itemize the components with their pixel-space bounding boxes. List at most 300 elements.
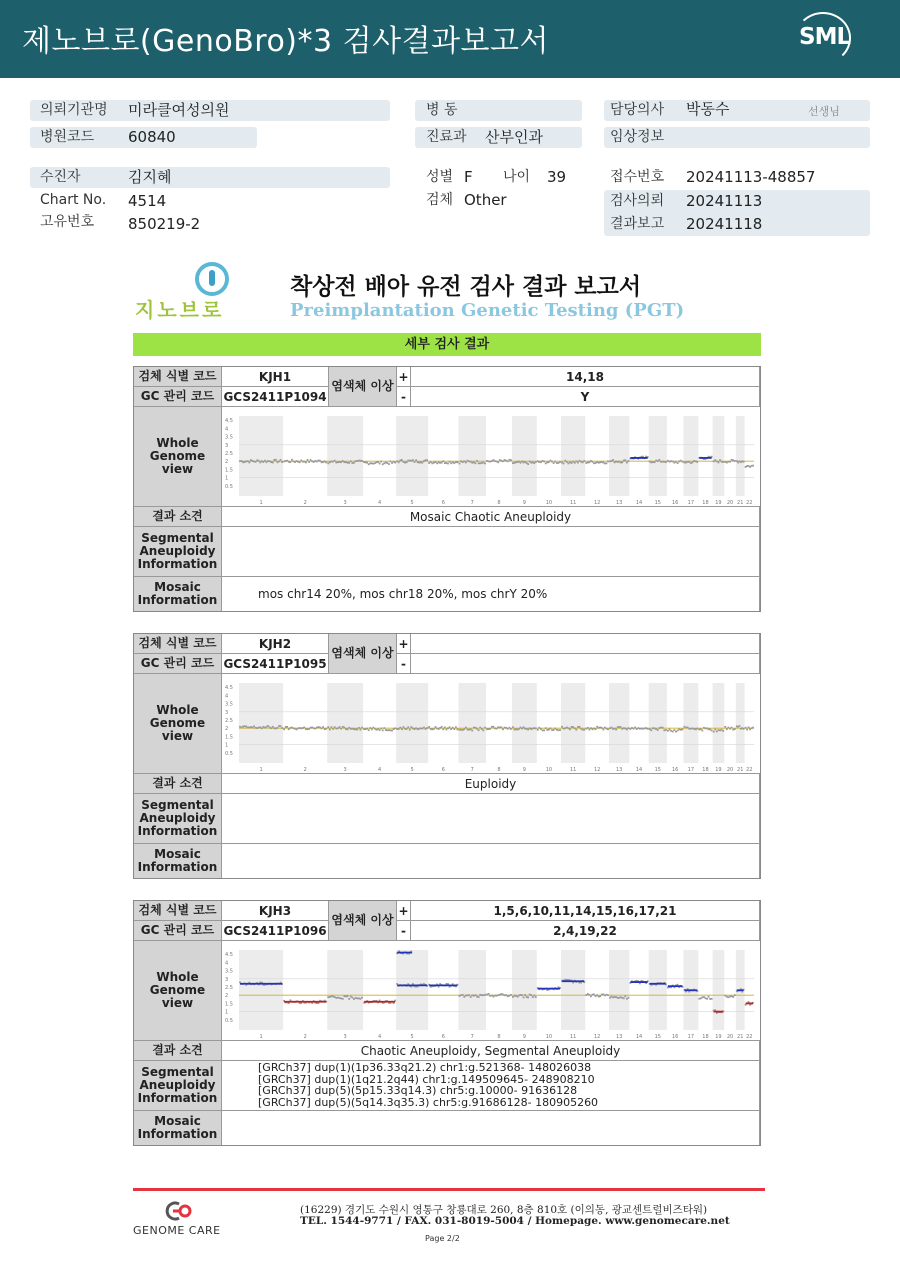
mosaic-label-line: Mosaic bbox=[154, 580, 201, 594]
genome-chart-svg bbox=[222, 941, 760, 1041]
data-point bbox=[583, 460, 585, 462]
data-point bbox=[543, 729, 545, 731]
data-point bbox=[739, 725, 741, 727]
data-point bbox=[247, 727, 249, 729]
y-tick-label: 3 bbox=[225, 709, 229, 716]
data-point bbox=[545, 727, 547, 729]
x-tick-label: 16 bbox=[671, 500, 679, 506]
genome-view-row bbox=[134, 941, 760, 1041]
data-point bbox=[329, 461, 331, 463]
x-tick-label: 21 bbox=[737, 767, 744, 773]
data-point bbox=[709, 998, 711, 1000]
data-point bbox=[675, 731, 677, 733]
data-point bbox=[688, 728, 690, 730]
data-point bbox=[353, 462, 355, 464]
data-point bbox=[436, 462, 438, 464]
chromosome-band bbox=[327, 950, 363, 1030]
data-point bbox=[569, 461, 571, 463]
data-point bbox=[270, 461, 272, 463]
data-point bbox=[617, 461, 619, 463]
x-tick-label: 13 bbox=[615, 1034, 623, 1040]
data-point bbox=[307, 728, 309, 730]
data-point bbox=[308, 461, 310, 463]
data-point bbox=[684, 726, 686, 728]
data-point bbox=[670, 730, 672, 732]
patient-id-value: 850219-2 bbox=[128, 215, 201, 233]
data-point bbox=[623, 997, 625, 999]
data-point bbox=[626, 729, 628, 731]
data-point bbox=[410, 460, 412, 462]
data-point bbox=[743, 461, 745, 463]
data-point bbox=[278, 460, 280, 462]
x-tick-label: 3 bbox=[343, 767, 347, 773]
data-point bbox=[245, 726, 247, 728]
whole-genome-label-line: view bbox=[161, 729, 194, 743]
data-point bbox=[609, 460, 611, 462]
sample-id-value: KJH3 bbox=[222, 901, 329, 920]
data-point bbox=[368, 463, 370, 465]
data-point bbox=[724, 461, 726, 463]
data-point bbox=[339, 726, 341, 728]
data-point bbox=[728, 727, 730, 729]
data-point bbox=[585, 728, 587, 730]
chromosome-band bbox=[512, 416, 537, 496]
genome-plot bbox=[222, 941, 760, 1040]
data-point bbox=[318, 460, 320, 462]
data-point bbox=[460, 460, 462, 462]
data-point bbox=[677, 730, 679, 732]
hospital-code-value: 60840 bbox=[128, 128, 176, 146]
data-point bbox=[457, 729, 459, 731]
data-point bbox=[588, 729, 590, 731]
data-point bbox=[745, 727, 747, 729]
sml-logo-text: SML bbox=[799, 24, 851, 50]
data-point bbox=[273, 459, 275, 461]
data-point bbox=[602, 462, 604, 464]
x-tick-label: 5 bbox=[410, 1034, 414, 1040]
data-point bbox=[649, 728, 651, 730]
data-point bbox=[334, 996, 336, 998]
x-tick-label: 19 bbox=[715, 1034, 722, 1040]
chromosome-band bbox=[239, 416, 283, 496]
x-tick-label: 14 bbox=[635, 767, 643, 773]
chromosome-band bbox=[736, 683, 745, 763]
data-point bbox=[468, 729, 470, 731]
data-point bbox=[248, 727, 250, 729]
data-point bbox=[599, 995, 601, 997]
data-point bbox=[241, 460, 243, 462]
data-point bbox=[481, 462, 483, 464]
data-point bbox=[571, 462, 573, 464]
data-point bbox=[383, 727, 385, 729]
data-point bbox=[655, 728, 657, 730]
y-tick-label: 0.5 bbox=[225, 483, 233, 490]
data-point bbox=[590, 460, 592, 462]
data-point bbox=[680, 460, 682, 462]
data-point bbox=[444, 727, 446, 729]
data-point bbox=[542, 729, 544, 731]
data-point bbox=[527, 997, 529, 999]
data-point bbox=[262, 461, 264, 463]
data-point bbox=[627, 727, 629, 729]
data-point bbox=[621, 728, 623, 730]
y-tick-label: 4 bbox=[225, 960, 229, 967]
x-tick-label: 9 bbox=[522, 500, 526, 506]
data-point bbox=[489, 728, 491, 730]
data-point bbox=[253, 725, 255, 727]
data-point bbox=[726, 728, 728, 730]
data-point bbox=[396, 460, 398, 462]
x-tick-label: 20 bbox=[726, 767, 734, 773]
report-title: 제노브로(GenoBro)*3 검사결과보고서 bbox=[22, 24, 549, 59]
chromosome-band bbox=[561, 950, 585, 1030]
data-point bbox=[585, 994, 587, 996]
x-tick-label: 12 bbox=[593, 1034, 601, 1040]
data-point bbox=[250, 726, 252, 728]
data-point bbox=[340, 461, 342, 463]
data-point bbox=[332, 996, 334, 998]
data-point bbox=[718, 729, 720, 731]
x-tick-label: 22 bbox=[746, 767, 753, 773]
data-point bbox=[272, 462, 274, 464]
data-point bbox=[396, 728, 398, 730]
data-point bbox=[734, 460, 736, 462]
data-point bbox=[596, 994, 598, 996]
data-point bbox=[602, 729, 604, 731]
data-point bbox=[297, 461, 299, 463]
data-point bbox=[729, 728, 731, 730]
y-tick-label: 1 bbox=[225, 742, 229, 749]
data-point bbox=[327, 462, 329, 464]
data-point bbox=[478, 996, 480, 998]
data-point bbox=[471, 462, 473, 464]
data-point bbox=[701, 730, 703, 732]
x-tick-label: 18 bbox=[702, 1034, 709, 1040]
data-point bbox=[607, 994, 609, 996]
data-point bbox=[241, 727, 243, 729]
x-tick-label: 7 bbox=[470, 767, 474, 773]
data-point bbox=[558, 462, 560, 464]
data-point bbox=[561, 726, 563, 728]
data-point bbox=[499, 459, 501, 461]
data-point bbox=[377, 728, 379, 730]
data-point bbox=[571, 726, 573, 728]
data-point bbox=[244, 461, 246, 463]
x-tick-label: 2 bbox=[303, 767, 307, 773]
data-point bbox=[592, 728, 594, 730]
data-point bbox=[360, 729, 362, 731]
whole-genome-label bbox=[134, 941, 222, 1040]
data-point bbox=[385, 729, 387, 731]
x-tick-label: 9 bbox=[522, 1034, 526, 1040]
data-point bbox=[636, 728, 638, 730]
data-point bbox=[360, 998, 362, 1000]
data-point bbox=[579, 460, 581, 462]
data-point bbox=[348, 998, 350, 1000]
gc-code-label: GC 관리 코드 bbox=[134, 654, 222, 673]
data-point bbox=[426, 727, 428, 729]
data-point bbox=[493, 726, 495, 728]
data-point bbox=[361, 997, 363, 999]
data-point bbox=[446, 462, 448, 464]
data-point bbox=[706, 727, 708, 729]
data-point bbox=[327, 726, 329, 728]
data-point bbox=[693, 728, 695, 730]
data-point bbox=[277, 461, 279, 463]
segmental-value bbox=[222, 1061, 760, 1110]
data-point bbox=[285, 726, 287, 728]
whole-genome-label-line: Genome bbox=[149, 716, 206, 730]
data-point bbox=[489, 461, 491, 463]
data-point bbox=[460, 994, 462, 996]
chromosome-band bbox=[396, 950, 428, 1030]
patient-name-pill bbox=[30, 167, 390, 188]
data-point bbox=[259, 462, 261, 464]
data-point bbox=[719, 459, 721, 461]
data-point bbox=[311, 726, 313, 728]
data-point bbox=[372, 727, 374, 729]
data-point bbox=[688, 461, 690, 463]
data-point bbox=[463, 728, 465, 730]
data-point bbox=[324, 460, 326, 462]
data-point bbox=[294, 728, 296, 730]
footer-contact: TEL. 1544-9771 / FAX. 031-8019-5004 / Homepage. www.genomecare.net bbox=[300, 1215, 730, 1227]
data-point bbox=[491, 460, 493, 462]
data-point bbox=[476, 728, 478, 730]
genome-plot bbox=[222, 674, 760, 773]
data-point bbox=[486, 460, 488, 462]
data-point bbox=[708, 996, 710, 998]
data-point bbox=[682, 461, 684, 463]
whole-genome-label-line: Whole bbox=[156, 436, 199, 450]
x-tick-label: 10 bbox=[545, 1034, 553, 1040]
chromosome-band bbox=[609, 683, 629, 763]
data-point bbox=[303, 727, 305, 729]
dept-value: 산부인과 bbox=[485, 128, 543, 146]
chromosome-band bbox=[683, 683, 698, 763]
segmental-label-line: Segmental bbox=[141, 1065, 214, 1079]
data-point bbox=[567, 727, 569, 729]
data-point bbox=[709, 728, 711, 730]
data-point bbox=[272, 726, 274, 728]
data-point bbox=[553, 462, 555, 464]
data-point bbox=[642, 728, 644, 730]
data-point bbox=[258, 727, 260, 729]
data-point bbox=[311, 460, 313, 462]
data-point bbox=[543, 460, 545, 462]
data-point bbox=[463, 460, 465, 462]
data-point bbox=[414, 461, 416, 463]
data-point bbox=[382, 729, 384, 731]
data-point bbox=[331, 726, 333, 728]
data-point bbox=[248, 462, 250, 464]
mosaic-value bbox=[222, 844, 760, 878]
data-point bbox=[371, 728, 373, 730]
result-table-2 bbox=[133, 633, 761, 879]
data-point bbox=[507, 995, 509, 997]
y-tick-label: 4 bbox=[225, 426, 229, 433]
x-tick-label: 13 bbox=[615, 500, 623, 506]
data-point bbox=[746, 729, 748, 731]
data-point bbox=[459, 729, 461, 731]
data-point bbox=[388, 729, 390, 731]
data-point bbox=[554, 461, 556, 463]
data-point bbox=[358, 997, 360, 999]
x-tick-label: 10 bbox=[545, 500, 553, 506]
data-point bbox=[585, 462, 587, 464]
data-point bbox=[467, 729, 469, 731]
x-tick-label: 8 bbox=[497, 1034, 501, 1040]
data-point bbox=[546, 729, 548, 731]
data-point bbox=[374, 462, 376, 464]
chromosome-band bbox=[239, 683, 283, 763]
x-tick-label: 12 bbox=[593, 500, 601, 506]
data-point bbox=[253, 461, 255, 463]
data-point bbox=[721, 461, 723, 463]
data-point bbox=[665, 729, 667, 731]
mosaic-row bbox=[134, 577, 760, 611]
segmental-label bbox=[134, 527, 222, 576]
data-point bbox=[752, 727, 754, 729]
data-point bbox=[593, 993, 595, 995]
data-point bbox=[726, 996, 728, 998]
data-point bbox=[497, 994, 499, 996]
data-point bbox=[365, 462, 367, 464]
y-tick-label: 1.5 bbox=[225, 734, 233, 741]
data-point bbox=[488, 460, 490, 462]
footer-divider bbox=[133, 1188, 765, 1191]
data-point bbox=[345, 995, 347, 997]
chromosome-band bbox=[239, 950, 283, 1030]
data-point bbox=[706, 998, 708, 1000]
gc-code-value: GCS2411P1094 bbox=[222, 387, 329, 406]
x-tick-label: 22 bbox=[746, 1034, 753, 1040]
data-point bbox=[430, 728, 432, 730]
data-point bbox=[667, 460, 669, 462]
data-point bbox=[652, 727, 654, 729]
data-point bbox=[433, 462, 435, 464]
data-point bbox=[262, 726, 264, 728]
data-point bbox=[337, 727, 339, 729]
data-point bbox=[361, 460, 363, 462]
segmental-label-line: Segmental bbox=[141, 531, 214, 545]
x-tick-label: 4 bbox=[378, 500, 382, 506]
x-tick-label: 15 bbox=[654, 1034, 661, 1040]
data-point bbox=[321, 461, 323, 463]
data-point bbox=[732, 729, 734, 731]
data-point bbox=[713, 460, 715, 462]
data-point bbox=[609, 997, 611, 999]
data-point bbox=[524, 994, 526, 996]
y-tick-label: 4.5 bbox=[225, 685, 233, 692]
data-point bbox=[478, 729, 480, 731]
data-point bbox=[351, 728, 353, 730]
data-point bbox=[420, 462, 422, 464]
result-label: 결과 소견 bbox=[134, 774, 222, 793]
y-tick-label: 0.5 bbox=[225, 750, 233, 757]
data-point bbox=[486, 728, 488, 730]
data-point bbox=[348, 727, 350, 729]
data-point bbox=[731, 459, 733, 461]
data-point bbox=[348, 462, 350, 464]
data-point bbox=[685, 727, 687, 729]
data-point bbox=[449, 726, 451, 728]
data-point bbox=[690, 728, 692, 730]
data-point bbox=[502, 994, 504, 996]
sex-value: F bbox=[464, 168, 473, 186]
data-point bbox=[335, 997, 337, 999]
data-point bbox=[453, 462, 455, 464]
mosaic-value bbox=[222, 1111, 760, 1145]
x-tick-label: 19 bbox=[715, 500, 722, 506]
data-point bbox=[410, 726, 412, 728]
data-point bbox=[316, 727, 318, 729]
sample-id-row bbox=[134, 901, 760, 921]
gain-sign: + bbox=[397, 367, 411, 386]
gc-code-row bbox=[134, 921, 760, 941]
data-point bbox=[556, 729, 558, 731]
x-tick-label: 11 bbox=[569, 1034, 577, 1040]
section-title: 세부 검사 결과 bbox=[133, 333, 761, 356]
data-point bbox=[507, 728, 509, 730]
data-point bbox=[665, 461, 667, 463]
data-point bbox=[559, 729, 561, 731]
mosaic-value: mos chr14 20%, mos chr18 20%, mos chrY 20% bbox=[222, 577, 760, 611]
data-point bbox=[407, 726, 409, 728]
chromosome-band bbox=[561, 683, 585, 763]
x-tick-label: 15 bbox=[654, 767, 661, 773]
data-point bbox=[590, 995, 592, 997]
data-point bbox=[471, 730, 473, 732]
header-bar bbox=[0, 0, 900, 78]
result-table-1 bbox=[133, 366, 761, 612]
data-point bbox=[660, 727, 662, 729]
data-point bbox=[535, 461, 537, 463]
segmental-label bbox=[134, 1061, 222, 1110]
data-point bbox=[450, 728, 452, 730]
data-point bbox=[473, 462, 475, 464]
data-point bbox=[481, 994, 483, 996]
data-point bbox=[483, 462, 485, 464]
data-point bbox=[415, 459, 417, 461]
data-point bbox=[659, 727, 661, 729]
data-point bbox=[721, 729, 723, 731]
data-point bbox=[415, 727, 417, 729]
data-point bbox=[412, 459, 414, 461]
data-point bbox=[369, 462, 371, 464]
data-point bbox=[548, 729, 550, 731]
data-point bbox=[382, 463, 384, 465]
mosaic-label-line: Mosaic bbox=[154, 847, 201, 861]
data-point bbox=[325, 728, 327, 730]
result-row bbox=[134, 507, 760, 527]
data-point bbox=[310, 727, 312, 729]
data-point bbox=[497, 726, 499, 728]
sample-id-value: KJH2 bbox=[222, 634, 329, 653]
data-point bbox=[614, 461, 616, 463]
data-point bbox=[273, 727, 275, 729]
data-point bbox=[620, 462, 622, 464]
mosaic-label-line: Information bbox=[137, 1127, 218, 1141]
data-point bbox=[604, 727, 606, 729]
segmental-label-line: Aneuploidy bbox=[139, 811, 216, 825]
data-point bbox=[242, 726, 244, 728]
x-tick-label: 18 bbox=[702, 500, 709, 506]
data-point bbox=[615, 461, 617, 463]
data-point bbox=[296, 460, 298, 462]
result-value: Mosaic Chaotic Aneuploidy bbox=[222, 507, 760, 526]
data-point bbox=[564, 727, 566, 729]
